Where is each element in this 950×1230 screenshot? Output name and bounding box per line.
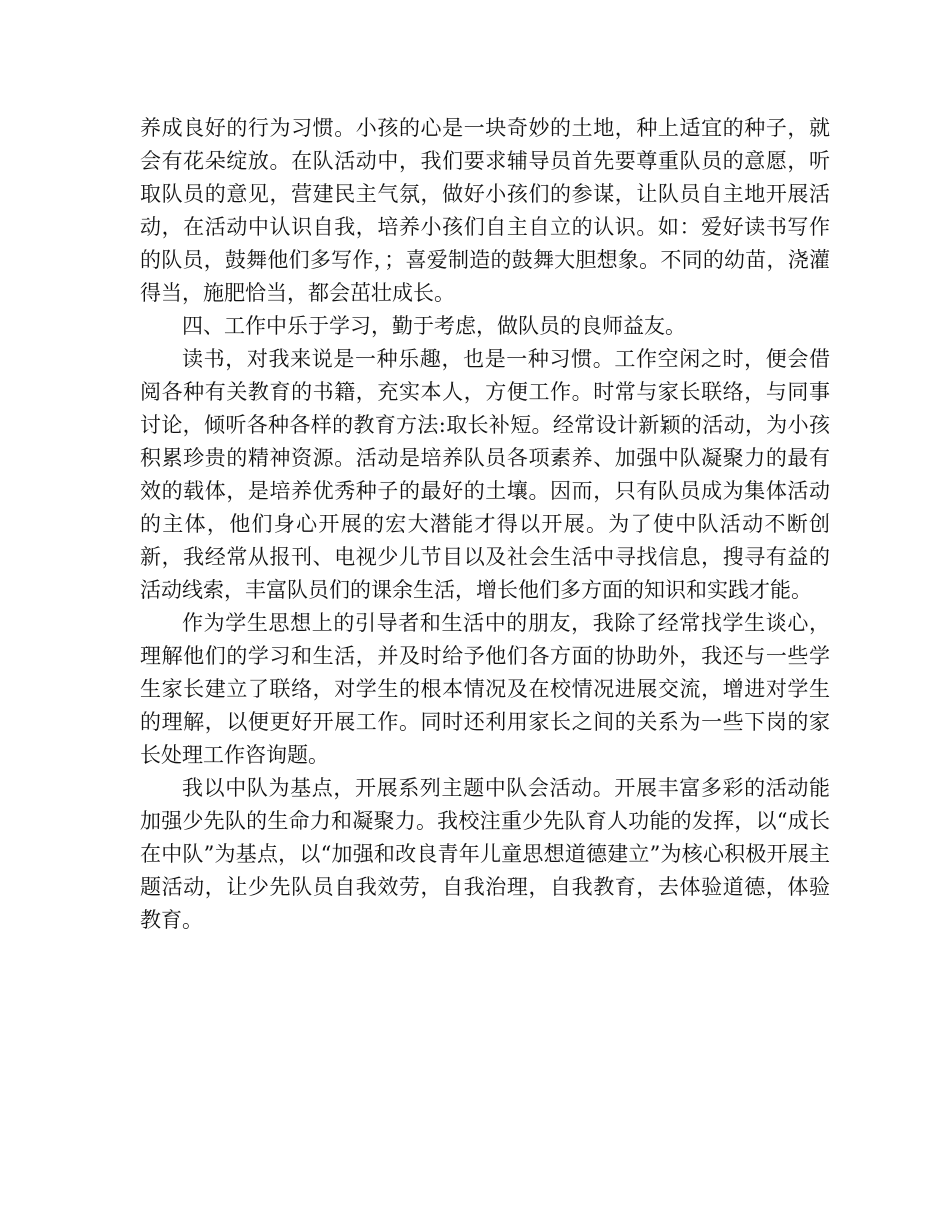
paragraph-guide-friend: 作为学生思想上的引导者和生活中的朋友，我除了经常找学生谈心，理解他们的学习和生活，并及时给予他们各方面的协助外，我还与一些学生家长建立了联络，对学生的根本情况及在校情况进展交流，增进对学生的理解，以便更好开展工作。同时还利用家长之间的关系为一些下岗的家长处理工作咨询题。 bbox=[140, 611, 830, 767]
document-page bbox=[140, 112, 830, 937]
paragraph-squad-activities: 我以中队为基点，开展系列主题中队会活动。开展丰富多彩的活动能加强少先队的生命力和凝聚力。我校注重少先队育人功能的发挥，以“成长在中队”为基点，以“加强和改良青年儿童思想道德建立”为核心积极开展主题活动，让少先队员自我效劳，自我治理，自我教育，去体验道德，体验教育。 bbox=[140, 776, 830, 932]
section-heading-four: 四、工作中乐于学习，勤于考虑，做队员的良师益友。 bbox=[182, 314, 686, 338]
paragraph-reading: 读书，对我来说是一种乐趣，也是一种习惯。工作空闲之时，便会借阅各种有关教育的书籍，充实本人，方便工作。时常与家长联络，与同事讨论，倾听各种各样的教育方法:取长补短。经常设计新颖的活动，为小孩积累珍贵的精神资源。活动是培养队员各项素养、加强中队凝聚力的最有效的载体，是培养优秀种子的最好的土壤。因而，只有队员成为集体活动的主体，他们身心开展的宏大潜能才得以开展。为了使中队活动不断创新，我经常从报刊、电视少儿节目以及社会生活中寻找信息，搜寻有益的活动线索，丰富队员们的课余生活，增长他们多方面的知识和实践才能。 bbox=[140, 347, 830, 602]
paragraph-continued: 养成良好的行为习惯。小孩的心是一块奇妙的土地，种上适宜的种子，就会有花朵绽放。在队活动中，我们要求辅导员首先要尊重队员的意愿，听取队员的意见，营建民主气氛，做好小孩们的参谋，让队员自主地开展活动，在活动中认识自我，培养小孩们自主自立的认识。如：爱好读书写作的队员，鼓舞他们多写作，；喜爱制造的鼓舞大胆想象。不同的幼苗，浇灌得当，施肥恰当，都会茁壮成长。 bbox=[140, 116, 830, 305]
